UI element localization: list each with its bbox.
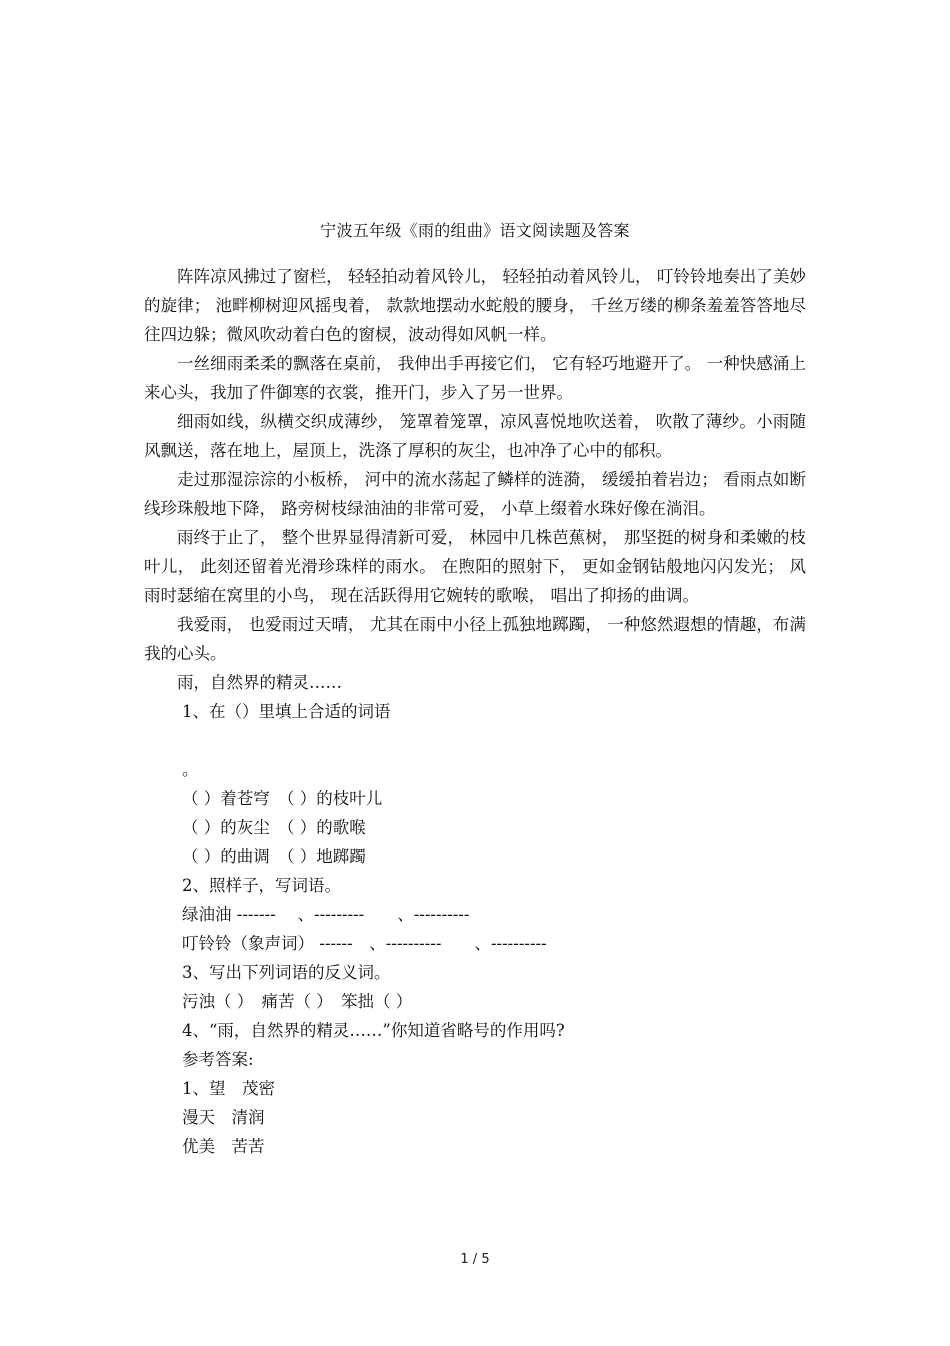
blank-space bbox=[144, 726, 806, 755]
question-1-item: （ ）着苍穹 （ ）的枝叶儿 bbox=[182, 789, 383, 808]
answers-heading: 参考答案: bbox=[182, 1050, 254, 1069]
paragraph-6: 我爱雨， 也爱雨过天晴， 尤其在雨中小径上孤独地踯躅， 一种悠然遐想的情趣，布满我的心头。 bbox=[144, 615, 806, 663]
answer-line: 优美 苦苦 bbox=[182, 1137, 265, 1156]
question-2-item: 绿油油 ------- 、--------- 、---------- bbox=[182, 905, 470, 924]
paragraph-4: 走过那湿淙淙的小板桥， 河中的流水荡起了鳞样的涟漪， 缓缓拍着岩边； 看雨点如断线珍珠般地下降， 路旁树枝绿油油的非常可爱， 小草上缀着水珠好像在淌泪。 bbox=[144, 470, 806, 518]
question-3-items: 污浊（ ） 痛苦（ ） 笨拙（ ） bbox=[182, 992, 413, 1011]
question-2-heading: 2、照样子，写词语。 bbox=[182, 876, 341, 895]
answer-line: 1、望 茂密 bbox=[182, 1079, 275, 1098]
question-1-item: （ ）的灰尘 （ ）的歌喉 bbox=[182, 818, 366, 837]
document-body bbox=[144, 262, 806, 1161]
page-number: 1 / 5 bbox=[460, 1252, 490, 1267]
question-1-item: （ ）的曲调 （ ）地踯躅 bbox=[182, 847, 366, 866]
paragraph-5: 雨终于止了， 整个世界显得清新可爱， 林园中几株芭蕉树， 那坚挺的树身和柔嫩的枝叶儿， 此刻还留着光滑珍珠样的雨水。 在煦阳的照射下， 更如金钢钻般地闪闪发光； 风雨时瑟缩在窝里的小鸟， 现在活跃得用它婉转的歌喉， 唱出了抑扬的曲调。 bbox=[144, 528, 806, 605]
answer-line: 漫天 清润 bbox=[182, 1108, 265, 1127]
question-1-heading: 1、在（）里填上合适的词语 bbox=[182, 702, 391, 721]
paragraph-3: 细雨如线，纵横交织成薄纱， 笼罩着笼罩，凉风喜悦地吹送着， 吹散了薄纱。小雨随风飘送，落在地上，屋顶上，洗涤了厚积的灰尘，也冲净了心中的郁积。 bbox=[144, 412, 806, 460]
question-3-heading: 3、写出下列词语的反义词。 bbox=[182, 963, 391, 982]
question-2-item: 叮铃铃（象声词） ------ 、---------- 、---------- bbox=[182, 934, 547, 953]
paragraph-7: 雨，自然界的精灵…… bbox=[177, 673, 342, 692]
document-title: 宁波五年级《雨的组曲》语文阅读题及答案 bbox=[320, 221, 630, 240]
question-1-dot: 。 bbox=[182, 760, 199, 779]
paragraph-2: 一丝细雨柔柔的飘落在桌前， 我伸出手再接它们， 它有轻巧地避开了。 一种快感涌上来心头，我加了件御寒的衣裳，推开门，步入了另一世界。 bbox=[144, 354, 806, 402]
paragraph-1: 阵阵凉风拂过了窗栏， 轻轻拍动着风铃儿， 轻轻拍动着风铃儿， 叮铃铃地奏出了美妙的旋律； 池畔柳树迎风摇曳着， 款款地摆动水蛇般的腰身， 千丝万缕的柳条羞羞答答地尽往四边躲；微风吹动着白色的窗棂，波动得如风帆一样。 bbox=[144, 267, 806, 344]
question-4-heading: 4、“雨，自然界的精灵……”你知道省略号的作用吗? bbox=[182, 1021, 565, 1040]
